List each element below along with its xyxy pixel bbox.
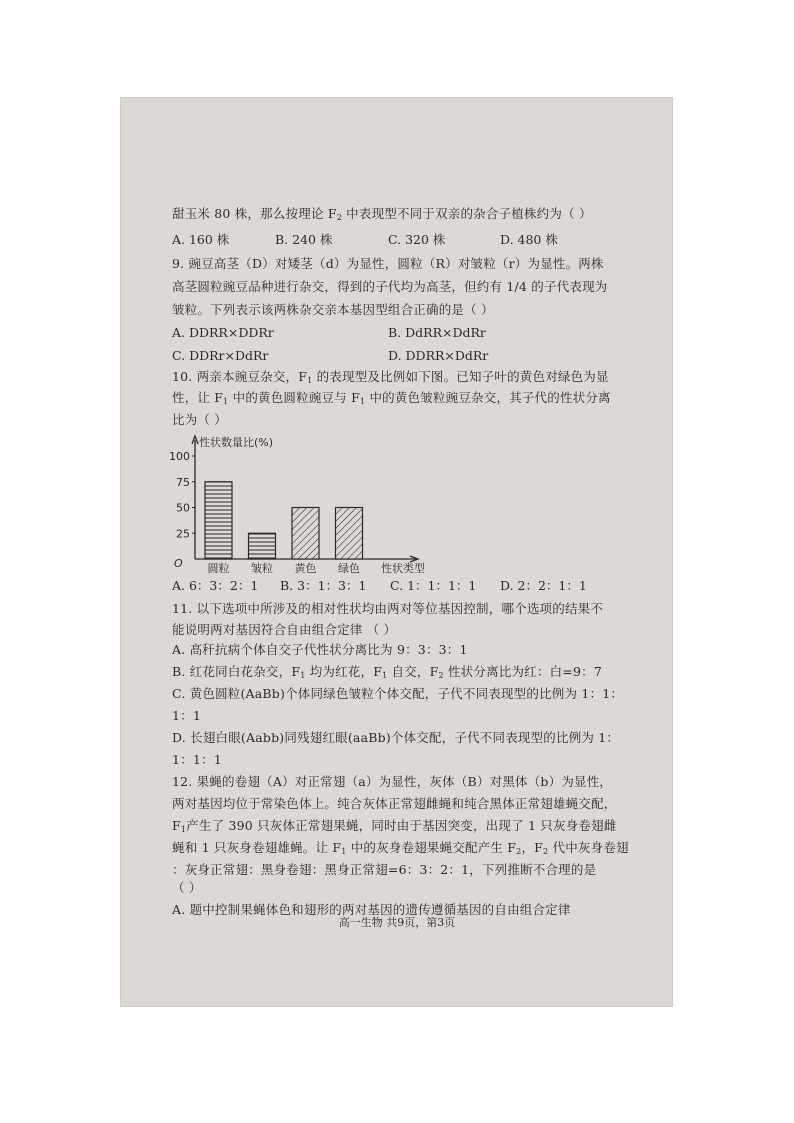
x-tick-label: 皱粒 [251,562,273,575]
y-tick-label: 50 [176,501,190,515]
q12-stem-line5: ：灰身正常翅：黑身卷翅：黑身正常翅=6：3：2：1，下列推断不合理的是 [172,862,597,877]
q9-stem-line1: 9. 豌豆高茎（D）对矮茎（d）为显性，圆粒（R）对皱粒（r）为显性。两株 [172,256,604,271]
q8-option-c: C. 320 株 [388,232,446,247]
q10-option-b: B. 3：1：3：1 [280,578,367,593]
x-tick-label: 绿色 [338,562,360,575]
q12-stem-line3: $F_1$产生了 390 只灰体正常翅果蝇，同时由于基因突变，出现了 1 只灰身卷翅雌 [172,818,617,834]
q10-stem-line2: 性，让 $F_1$ 中的黄色圆粒豌豆与 $F_1$ 中的黄色皱粒豌豆杂交，其子代的性状分离 [172,390,611,406]
q8-stem: 甜玉米 80 株，那么按理论 $F_2$ 中表现型不同于双亲的杂合子植株约为（ ） [172,206,592,222]
q9-option-c: C. DDRr×DdRr [172,348,269,363]
x-axis-title: 性状类型 [381,562,425,575]
q11-stem-line1: 11. 以下选项中所涉及的相对性状均由两对等位基因控制，哪个选项的结果不 [172,601,604,616]
q12-stem-line1: 12. 果蝇的卷翅（A）对正常翅（a）为显性，灰体（B）对黑体（b）为显性， [172,774,613,789]
q11-option-b: B. 红花同白花杂交，$F_1$ 均为红花，$F_1$ 自交，$F_2$ 性状分离比为红：白=9：7 [172,664,602,680]
bar-4 [336,508,363,560]
q9-option-a: A. DDRR×DDRr [172,325,274,340]
x-tick-label: 圆粒 [207,562,230,575]
y-tick-label: 100 [169,450,190,463]
q9-stem-line2: 高茎圆粒豌豆品种进行杂交，得到的子代均为高茎，但约有 1/4 的子代表现为 [172,279,608,294]
bar-1 [205,482,232,559]
q10-stem-line1: 10. 两亲本豌豆杂交，$F_1$ 的表现型及比例如下图。已知子叶的黄色对绿色为显 [172,369,609,385]
q11-option-c-line2: 1：1 [172,708,202,723]
q12-stem-line4: 蝇和 1 只灰身卷翅雄蝇。让 $F_1$ 中的灰身卷翅果蝇交配产生 $F_2$，$F_2$ 代中灰身卷翅 [172,840,629,856]
q10-stem-line3: 比为（ ） [172,412,227,427]
q9-option-d: D. DDRR×DdRr [388,348,489,363]
q11-option-c-line1: C. 黄色圆粒(AaBb)个体同绿色皱粒个体交配，子代不同表现型的比例为 1：1： [172,686,624,701]
y-axis-title: 性状数量比(%) [199,436,274,449]
q11-option-a: A. 高秆抗病个体自交子代性状分离比为 9：3：3：1 [172,642,468,657]
q9-stem-line3: 皱粒。下列表示该两株杂交亲本基因型组合正确的是（ ） [172,302,494,317]
bar-3 [292,508,319,560]
q8-option-d: D. 480 株 [500,232,558,247]
bar-2 [249,533,276,559]
y-tick-label: 25 [176,527,190,541]
q10-option-d: D. 2：2：1：1 [500,578,587,593]
q12-option-a: A. 题中控制果蝇体色和翅形的两对基因的遗传遵循基因的自由组合定律 [172,902,571,917]
q12-stem-line6: （ ） [172,880,202,895]
q10-option-a: A. 6：3：2：1 [172,578,259,593]
chart-bars [205,482,363,559]
y-tick-label: 75 [176,475,190,489]
q9-option-b: B. DdRR×DdRr [388,325,486,340]
x-tick-label: 黄色 [294,562,317,575]
q10-option-c: C. 1：1：1：1 [390,578,477,593]
q11-option-d-line1: D. 长翅白眼(Aabb)同残翅红眼(aaBb)个体交配，子代不同表现型的比例为 1： [172,730,620,745]
q8-option-a: A. 160 株 [172,232,230,247]
q11-option-d-line2: 1：1：1 [172,752,222,767]
q8-option-b: B. 240 株 [275,232,333,247]
q12-stem-line2: 两对基因均位于常染色体上。纯合灰体正常翅雌蝇和纯合黑体正常翅雄蝇交配， [172,796,617,811]
origin-label: O [174,557,183,570]
q11-stem-line2: 能说明两对基因符合自由组合定律 （ ） [172,622,397,637]
page-footer: 高一生物 共9页，第3页 [338,916,456,929]
trait-ratio-bar-chart [169,432,440,575]
